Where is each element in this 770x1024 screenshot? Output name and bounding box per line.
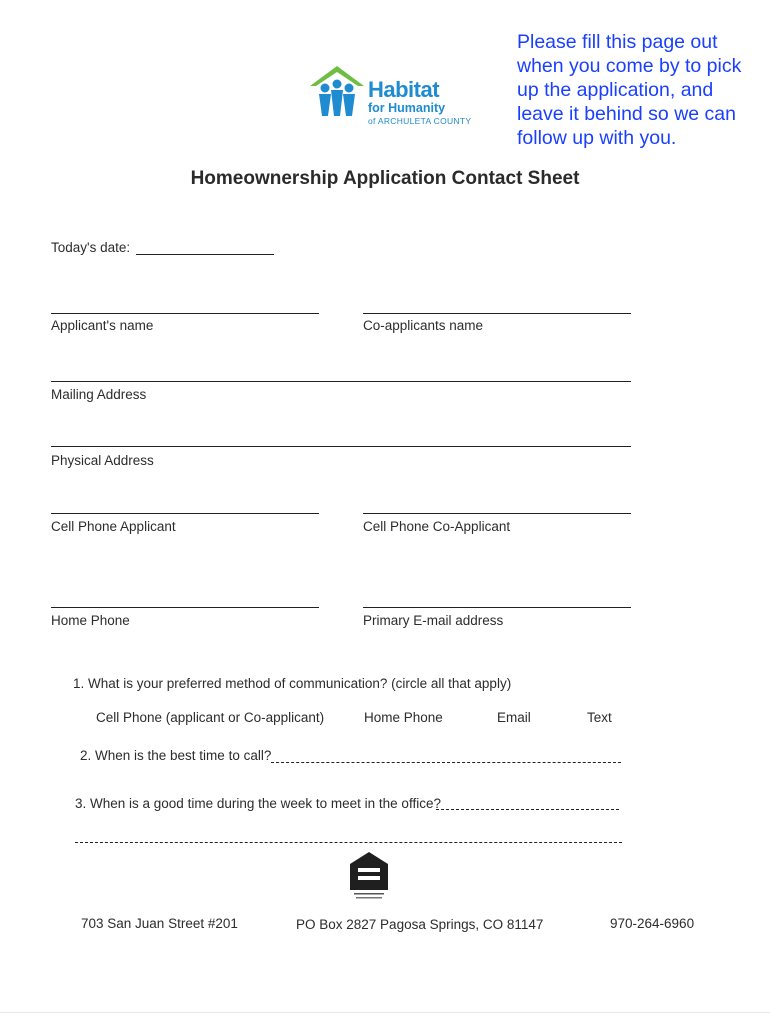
option-text[interactable]: Text — [587, 710, 612, 725]
todays-date-field[interactable] — [136, 254, 274, 255]
meeting-time-field-continued[interactable] — [75, 842, 622, 843]
equal-housing-opportunity-icon — [348, 850, 390, 900]
mailing-address-field[interactable] — [51, 381, 631, 382]
logo-humanity-text: for Humanity — [368, 101, 446, 115]
meeting-time-field[interactable] — [436, 809, 619, 810]
cell-applicant-field[interactable] — [51, 513, 319, 514]
primary-email-label: Primary E-mail address — [363, 613, 504, 628]
question-1: 1. What is your preferred method of communication? (circle all that apply) — [73, 676, 512, 691]
question-3: 3. When is a good time during the week to meet in the office? — [75, 796, 441, 811]
physical-address-field[interactable] — [51, 446, 631, 447]
home-phone-field[interactable] — [51, 607, 319, 608]
option-home-phone[interactable]: Home Phone — [364, 710, 443, 725]
option-cell-phone[interactable]: Cell Phone (applicant or Co-applicant) — [96, 710, 325, 725]
coapplicant-name-field[interactable] — [363, 313, 631, 314]
best-time-field[interactable] — [271, 762, 621, 763]
option-email[interactable]: Email — [497, 710, 531, 725]
home-phone-label: Home Phone — [51, 613, 130, 628]
mailing-address-label: Mailing Address — [51, 387, 147, 402]
logo-habitat-text: Habitat — [368, 77, 440, 102]
physical-address-label: Physical Address — [51, 453, 154, 468]
page-bottom-edge — [0, 1012, 770, 1013]
footer-po-box: PO Box 2827 Pagosa Springs, CO 81147 — [296, 917, 544, 932]
footer-street-address: 703 San Juan Street #201 — [81, 916, 238, 931]
applicant-name-label: Applicant's name — [51, 318, 154, 333]
coapplicant-name-label: Co-applicants name — [363, 318, 484, 333]
habitat-logo — [306, 64, 472, 126]
logo-county-text: of ARCHULETA COUNTY — [368, 116, 472, 126]
cell-applicant-label: Cell Phone Applicant — [51, 519, 176, 534]
cell-coapplicant-field[interactable] — [363, 513, 631, 514]
question-2: 2. When is the best time to call? — [80, 748, 272, 763]
instruction-note: Please fill this page out when you come by to pick up the application, and leave it behind so we can follow up with you. — [517, 31, 742, 149]
cell-coapplicant-label: Cell Phone Co-Applicant — [363, 519, 511, 534]
todays-date-label: Today's date: — [51, 240, 131, 255]
page-title: Homeownership Application Contact Sheet — [190, 168, 580, 189]
primary-email-field[interactable] — [363, 607, 631, 608]
footer-phone: 970-264-6960 — [610, 916, 695, 931]
applicant-name-field[interactable] — [51, 313, 319, 314]
habitat-house-icon — [306, 64, 368, 126]
